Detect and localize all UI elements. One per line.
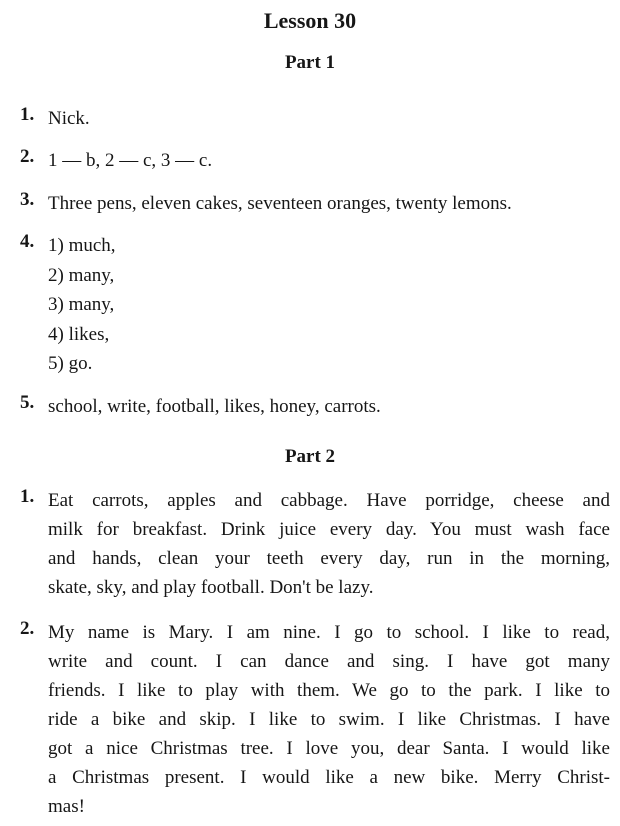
paragraph-line: got a nice Christmas tree. I love you, dear Santa. I would like [48,738,610,759]
exercise-number: 4. [20,231,35,252]
answer-line: 3) many, [48,294,115,315]
exercise-number: 2. [20,146,35,167]
paragraph-line: Eat carrots, apples and cabbage. Have porridge, cheese and [48,490,610,511]
paragraph-line: and hands, clean your teeth every day, run in the morning, [48,548,610,569]
exercise-answer: Three pens, eleven cakes, seventeen oranges, twenty lemons. [48,193,512,214]
paragraph-line: skate, sky, and play football. Don't be lazy. [48,577,374,598]
answer-line: 2) many, [48,264,115,286]
lesson-title: Lesson 30 [263,8,357,33]
paragraph-line: write and count. I can dance and sing. I have got many [48,651,610,672]
part2-title: Part 2 [284,446,336,467]
paragraph-line: ride a bike and skip. I like to swim. I like Christmas. I have [48,709,610,730]
exercise-number: 1. [20,486,35,507]
exercise-number: 1. [20,104,35,125]
answer-line: 4) likes, [48,323,110,345]
exercise-number: 5. [20,392,35,413]
part1-title: Part 1 [284,52,336,73]
exercise-number: 3. [20,189,35,210]
exercise-answer: Nick. [48,108,90,129]
exercise-number: 2. [20,618,35,639]
paragraph-line: friends. I like to play with them. We go to the park. I like to [48,680,610,701]
paragraph-line: milk for breakfast. Drink juice every day. You must wash face [48,519,610,540]
paragraph-line: mas! [48,796,85,817]
answer-line: 5) go. [48,353,93,374]
answer-line: 1) much, [48,235,116,256]
exercise-answer: school, write, football, likes, honey, carrots. [48,396,381,417]
paragraph-line: My name is Mary. I am nine. I go to school. I like to read, [48,622,610,643]
exercise-answer: 1 — b, 2 — c, 3 — c. [48,150,213,171]
paragraph-line: a Christmas present. I would like a new bike. Merry Christ- [48,767,610,788]
